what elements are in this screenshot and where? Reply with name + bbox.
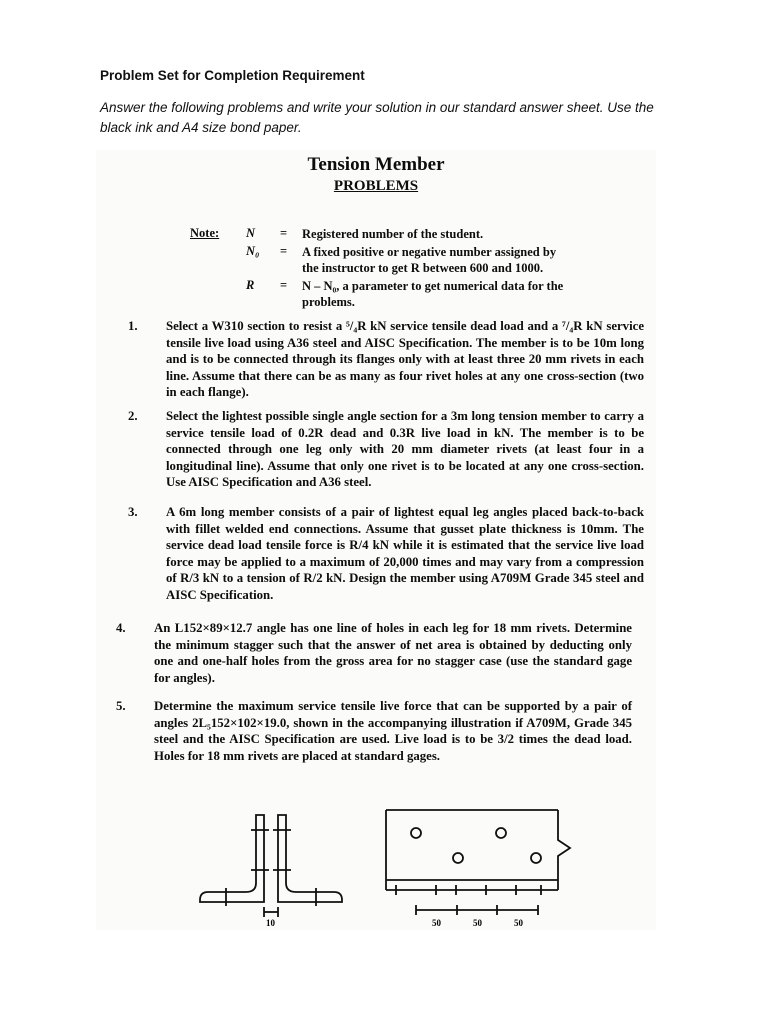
note-symbol: N₀ xyxy=(246,244,260,258)
note-equals: = xyxy=(280,278,288,292)
note-symbol: R xyxy=(246,278,255,292)
sheet-subtitle: PROBLEMS xyxy=(333,178,419,194)
problem-number: 5. xyxy=(116,699,126,713)
problem-number: 3. xyxy=(128,505,138,519)
problem-number: 4. xyxy=(116,621,126,635)
scanned-problem-sheet xyxy=(96,150,656,930)
problem-text: An L152×89×12.7 angle has one line of holes in each leg for 18 mm rivets. Determine the minimum stagger such that the answer of net area is obtained by deducting only one and one-half holes from the gross area for no stagger case (use the standard gage for angles). xyxy=(154,621,632,685)
plate-elevation xyxy=(386,810,570,915)
angle-connection-figure xyxy=(96,150,656,930)
note-label: Note: xyxy=(190,226,220,240)
problem-number: 1. xyxy=(128,319,138,333)
problem-text: Select a W310 section to resist a ⁵/₄R kN service tensile dead load and a ⁷/₄R kN service tensile live load using A36 steel and AISC Specification. The member is to be 10m long and is to be connected through its flanges only with at least three 20 mm rivets in each line. Assume that there can be as many as four rivet holes at any one cross-section (two in each flange). xyxy=(166,319,644,399)
gap-dimension-label: 10 xyxy=(266,918,275,928)
note-definition: Registered number of the student. xyxy=(302,227,484,241)
problem-text: A 6m long member consists of a pair of lightest equal leg angles placed back-to-back with fillet welded end connections. Assume that gusset plate thickness is 10mm. The service dead load tensile force is R/4 kN while it is estimated that the service live load force may be applied to a maximum of 20,000 times and may vary from a compression of R/3 kN to a tension of R/2 kN. Design the member using A709M Grade 345 steel and AISC Specification. xyxy=(166,505,644,602)
spacing-dimension-label: 50 xyxy=(432,918,441,928)
note-definition: N – N₀, a parameter to get numerical data for the problems. xyxy=(302,279,564,309)
note-equals: = xyxy=(280,226,288,240)
problem-text: Select the lightest possible single angle section for a 3m long tension member to carry a service tensile load of 0.2R dead and 0.3R live load in kN. The member is to be connected through one leg only with 20 mm diameter rivets (at least four in a longitudinal line). Assume that only one rivet is to be located at any one cross-section. Use AISC Specification and A36 steel. xyxy=(166,409,644,489)
double-angle-section xyxy=(200,815,342,917)
note-equals: = xyxy=(280,244,288,258)
note-symbol: N xyxy=(246,226,256,240)
instructions-text: Answer the following problems and write your solution in our standard answer sheet. Use the black ink and A4 size bond paper. xyxy=(100,100,654,135)
spacing-dimension-label: 50 xyxy=(473,918,482,928)
spacing-dimension-label: 50 xyxy=(514,918,523,928)
problem-text: Determine the maximum service tensile live force that can be supported by a pair of angles 2L₅152×102×19.0, shown in the accompanying illustration if A709M, Grade 345 steel and the AISC Specification are used. Live load is to be 3/2 times the dead load. Holes for 18 mm rivets are placed at standard gages. xyxy=(154,699,632,763)
sheet-title: Tension Member xyxy=(307,154,445,175)
page-title: Problem Set for Completion Requirement xyxy=(100,68,365,83)
note-definition: A fixed positive or negative number assigned by the instructor to get R between 600 and 1000. xyxy=(302,245,557,275)
problem-number: 2. xyxy=(128,409,138,423)
